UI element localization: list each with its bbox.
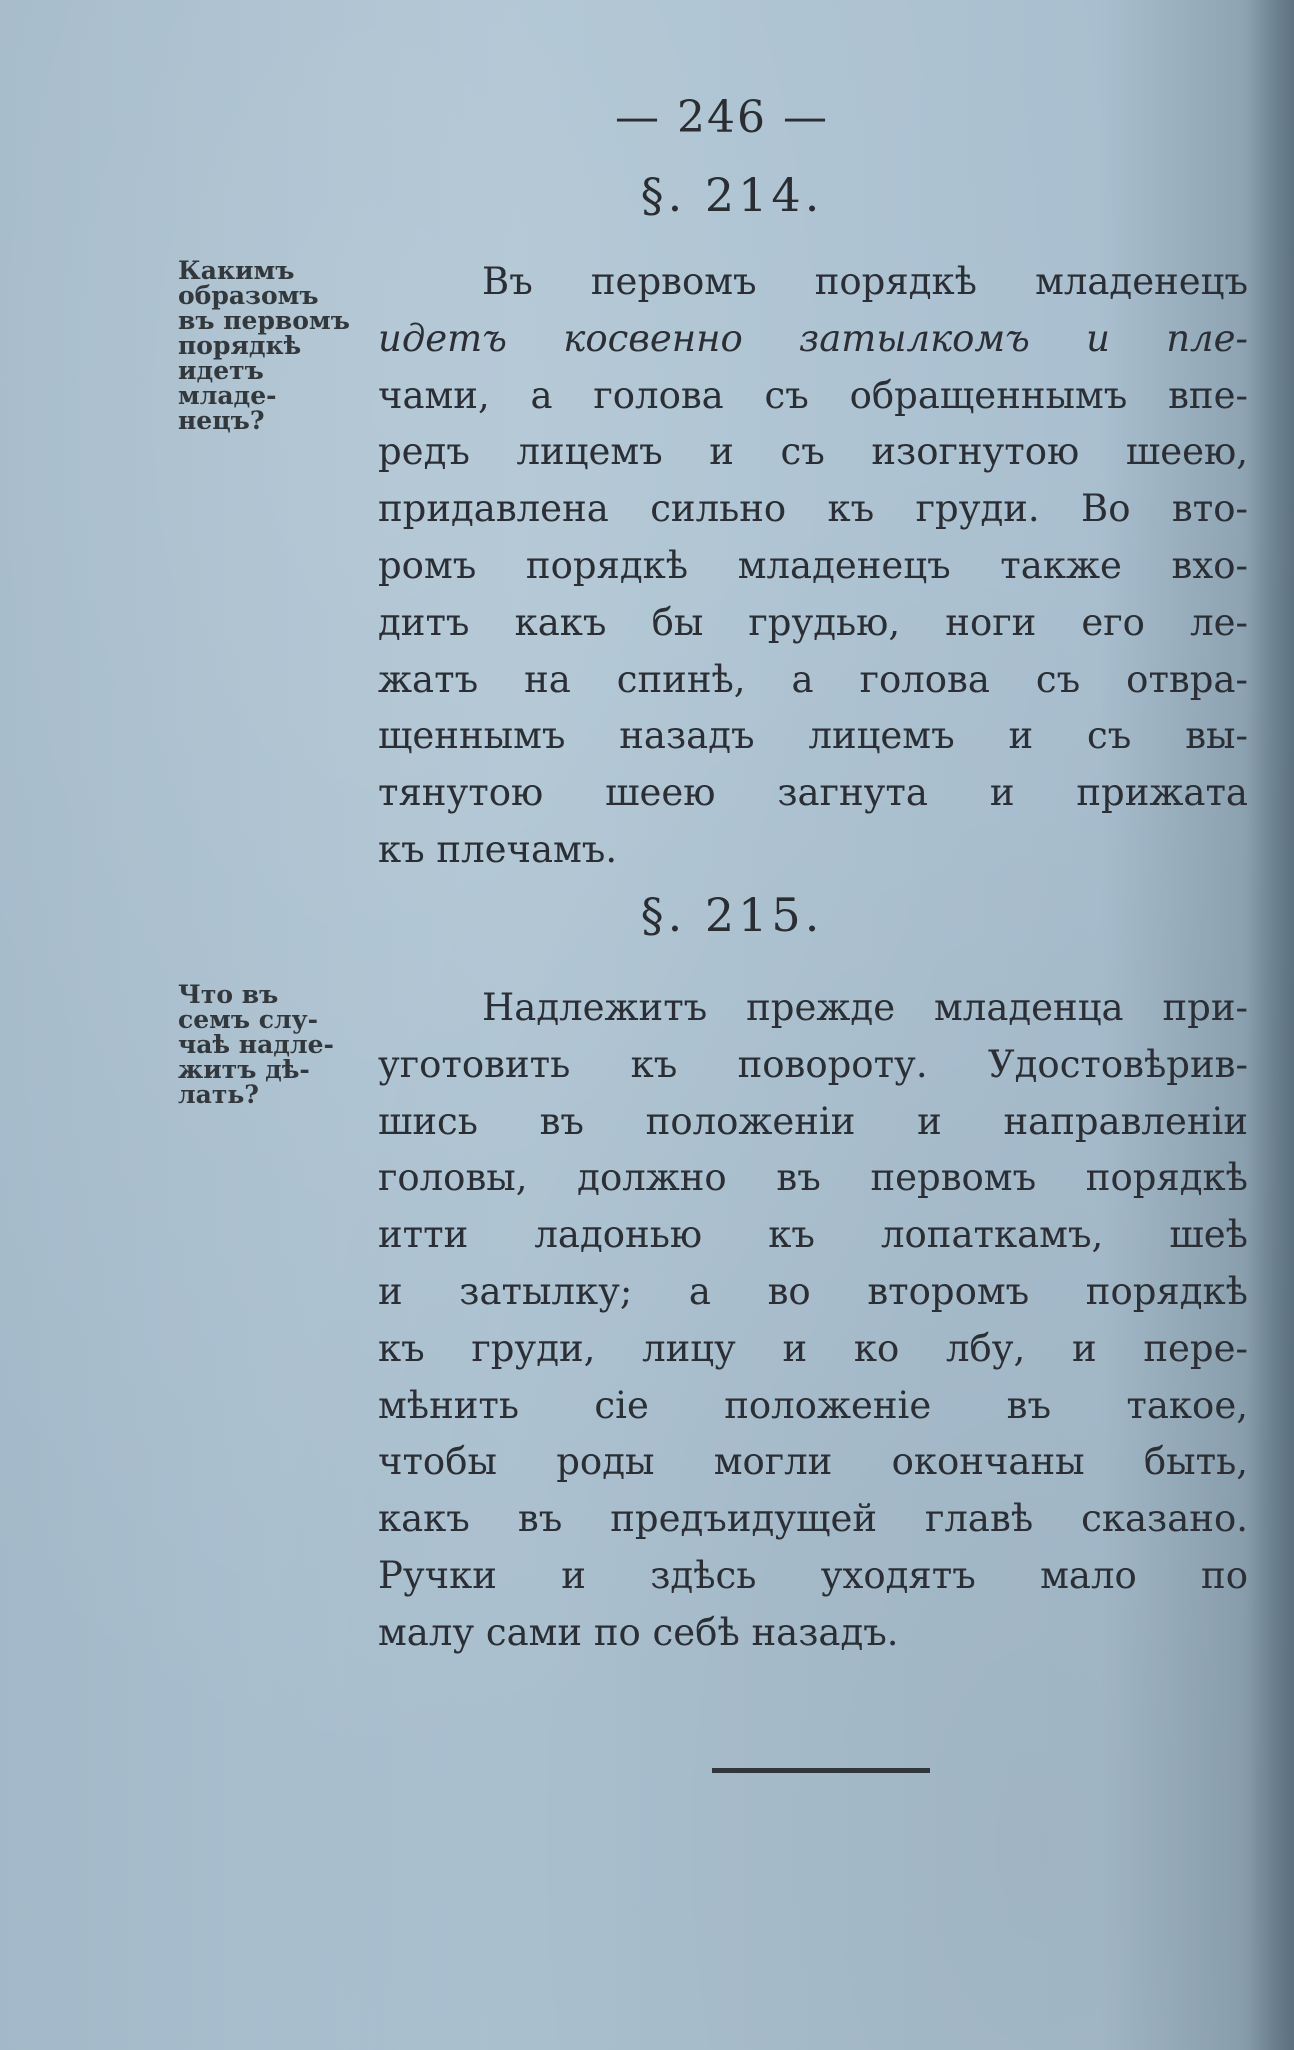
paragraph-214 [378,254,1248,879]
section-heading-215: §. 215. [640,888,824,942]
text-line: итти ладонью къ лопаткамъ, шеѣ [378,1213,1248,1257]
text-line: шись въ положеніи и направленіи [378,1099,1248,1143]
margin-note-line: порядкѣ [178,331,302,360]
page-edge-shadow [1248,0,1294,2050]
margin-note-line: лать? [178,1080,259,1109]
text-line: къ груди, лицу и ко лбу, и пере- [378,1326,1248,1370]
margin-note-line: младе- [178,381,277,410]
margin-note-line: житъ дѣ- [178,1055,310,1084]
text-line: чами, а голова съ обращеннымъ впе- [378,373,1248,417]
margin-note-line: чаѣ надле- [178,1030,334,1059]
text-line: жатъ на спинѣ, а голова съ отвра- [378,657,1248,701]
text-line: Въ первомъ порядкѣ младенецъ [482,260,1248,303]
margin-note-214 [178,258,378,433]
section-heading-214: §. 214. [640,168,824,222]
paragraph-215 [378,980,1248,1662]
text-line: мѣнить сіе положеніе въ такое, [378,1383,1248,1427]
margin-note-line: Что въ [178,980,279,1009]
text-line: редъ лицемъ и съ изогнутою шеею, [378,430,1248,474]
text-line: идетъ косвенно затылкомъ и пле- [378,316,1248,360]
margin-note-line: семъ слу- [178,1005,318,1034]
margin-note-215 [178,982,378,1107]
text-line: малу сами по себѣ назадъ. [378,1610,899,1654]
text-line: придавлена сильно къ груди. Во вто- [378,487,1248,531]
text-line: Надлежитъ прежде младенца при- [482,986,1248,1029]
text-line: ромъ порядкѣ младенецъ также вхо- [378,543,1248,587]
margin-note-line: образомъ [178,281,319,310]
text-line: чтобы роды могли окончаны быть, [378,1440,1248,1484]
text-line: и затылку; а во второмъ порядкѣ [378,1269,1248,1313]
text-line: Ручки и здѣсь уходятъ мало по [378,1553,1248,1597]
text-line: дитъ какъ бы грудью, ноги его ле- [378,600,1248,644]
margin-note-line: въ первомъ [178,306,350,335]
page-number: — 246 — [615,92,829,143]
end-rule [712,1768,930,1773]
margin-note-line: Какимъ [178,256,295,285]
margin-note-line: нецъ? [178,406,265,435]
text-line: головы, должно въ первомъ порядкѣ [378,1156,1248,1200]
text-line: тянутою шеею загнута и прижата [378,771,1248,815]
text-line: щеннымъ назадъ лицемъ и съ вы- [378,714,1248,758]
text-line: какъ въ предъидущей главѣ сказано. [378,1497,1248,1541]
margin-note-line: идетъ [178,356,264,385]
text-line: уготовить къ повороту. Удостовѣрив- [378,1042,1248,1086]
text-line: къ плечамъ. [378,827,618,871]
